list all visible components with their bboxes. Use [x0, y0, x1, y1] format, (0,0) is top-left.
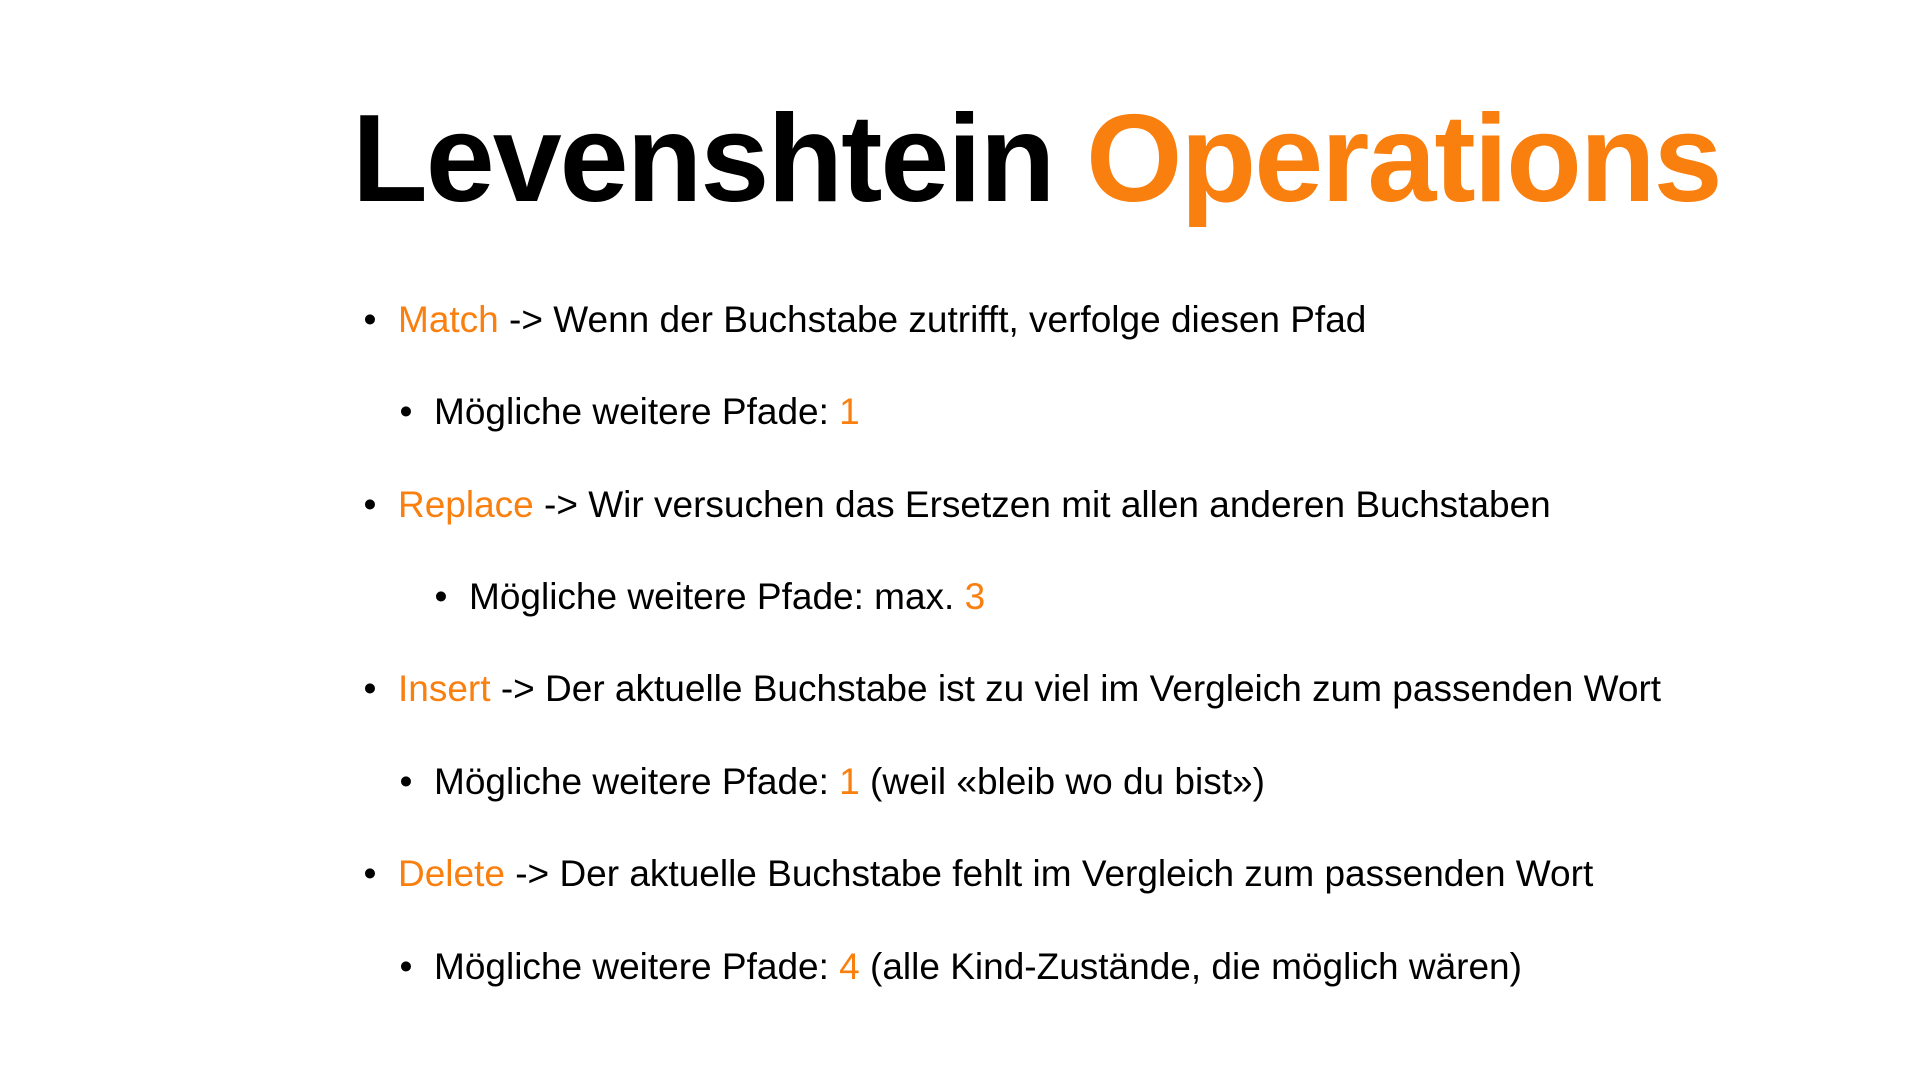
title-main: Levenshtein: [352, 90, 1054, 228]
bullet-text: -> Der aktuelle Buchstabe fehlt im Vergleich zum passenden Wort: [504, 853, 1594, 894]
sub-bullet-suffix: (alle Kind-Zustände, die möglich wären): [859, 946, 1522, 987]
sub-bullet-prefix: Mögliche weitere Pfade:: [434, 391, 840, 432]
bullet-delete: [363, 849, 1594, 899]
bullet-text: -> Der aktuelle Buchstabe ist zu viel im Vergleich zum passenden Wort: [490, 668, 1662, 709]
sub-bullet-replace-paths: [434, 572, 986, 622]
keyword-delete: Delete: [398, 853, 505, 894]
sub-bullet-prefix: Mögliche weitere Pfade: max.: [469, 576, 965, 617]
title-accent: Operations: [1086, 90, 1721, 228]
sub-bullet-suffix: (weil «bleib wo du bist»): [859, 761, 1265, 802]
bullet-dot: •: [399, 391, 413, 432]
bullet-dot: •: [363, 668, 377, 709]
bullet-text: -> Wenn der Buchstabe zutrifft, verfolge diesen Pfad: [498, 299, 1367, 340]
path-count: 3: [964, 576, 986, 617]
sub-bullet-insert-paths: [399, 757, 1265, 807]
bullet-match: [363, 295, 1367, 345]
sub-bullet-prefix: Mögliche weitere Pfade:: [434, 946, 840, 987]
keyword-replace: Replace: [398, 484, 534, 525]
bullet-dot: •: [363, 299, 377, 340]
path-count: 4: [839, 946, 860, 987]
keyword-match: Match: [398, 299, 499, 340]
bullet-dot: •: [363, 853, 377, 894]
sub-bullet-match-paths: [399, 387, 860, 437]
bullet-insert: [363, 664, 1662, 714]
sub-bullet-prefix: Mögliche weitere Pfade:: [434, 761, 840, 802]
bullet-replace: [363, 480, 1551, 530]
path-count: 1: [839, 761, 860, 802]
bullet-dot: •: [434, 576, 448, 617]
bullet-dot: •: [363, 484, 377, 525]
path-count: 1: [839, 391, 860, 432]
sub-bullet-delete-paths: [399, 942, 1522, 992]
bullet-dot: •: [399, 946, 413, 987]
bullet-text: -> Wir versuchen das Ersetzen mit allen anderen Buchstaben: [533, 484, 1551, 525]
keyword-insert: Insert: [398, 668, 491, 709]
bullet-dot: •: [399, 761, 413, 802]
